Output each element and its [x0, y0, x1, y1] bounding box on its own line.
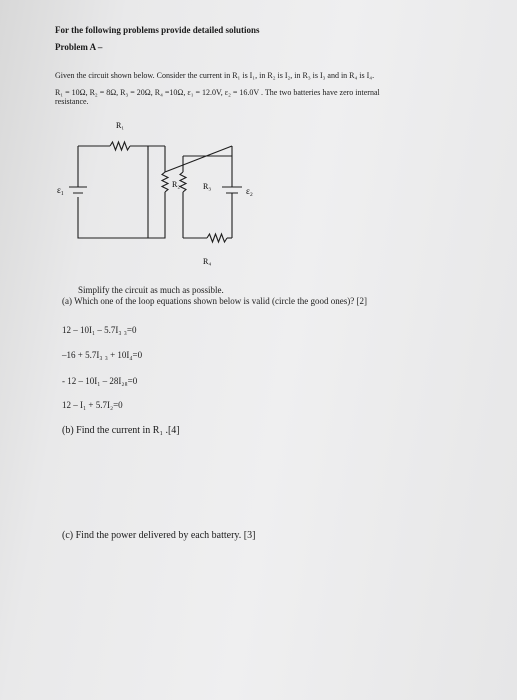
equation-3: - 12 – 10I₁ – 28I₂₈=0 [62, 376, 138, 386]
r2-resistor [162, 172, 168, 192]
part-b-question: (b) Find the current in R₁ .[4] [62, 425, 180, 436]
part-a-question: (a) Which one of the loop equations shown below is valid (circle the good ones)? [2] [62, 296, 367, 306]
e1-label: ε₁ [57, 185, 64, 195]
values-line-2: resistance. [55, 97, 89, 106]
e2-battery [222, 187, 242, 193]
problem-title: Problem A – [55, 42, 103, 52]
r1-resistor [110, 142, 130, 150]
intro-text: Given the circuit shown below. Consider the current in R₁ is I₁, in R₂ is I₂, in R₃ is I₃ and in R₄ is I₄. [55, 71, 375, 80]
e1-battery [69, 187, 87, 193]
r1-label: R₁ [116, 121, 125, 130]
r4-resistor [207, 234, 227, 242]
equation-2: –16 + 5.7I₃ ₃ + 10I₄=0 [62, 350, 143, 360]
header-text: For the following problems provide detailed solutions [55, 25, 260, 35]
part-c-question: (c) Find the power delivered by each battery. [3] [62, 530, 256, 541]
equation-1: 12 – 10I₁ – 5.7I₃ ₃=0 [62, 325, 137, 335]
r4-label: R₄ [203, 257, 212, 266]
simplify-text: Simplify the circuit as much as possible. [78, 285, 224, 295]
r2-label: R₂ [172, 180, 181, 189]
equation-4: 12 – I₁ + 5.7I₂=0 [62, 400, 123, 410]
r3-label: R₃ [203, 182, 212, 191]
r3-resistor [180, 172, 186, 192]
e2-label: ε₂ [246, 186, 253, 196]
values-line: R₁ = 10Ω, R₂ = 8Ω, R₃ = 20Ω, R₄ =10Ω, ε₁ = 12.0V, ε₂ = 16.0V . The two batteries have zero internal [55, 88, 380, 97]
